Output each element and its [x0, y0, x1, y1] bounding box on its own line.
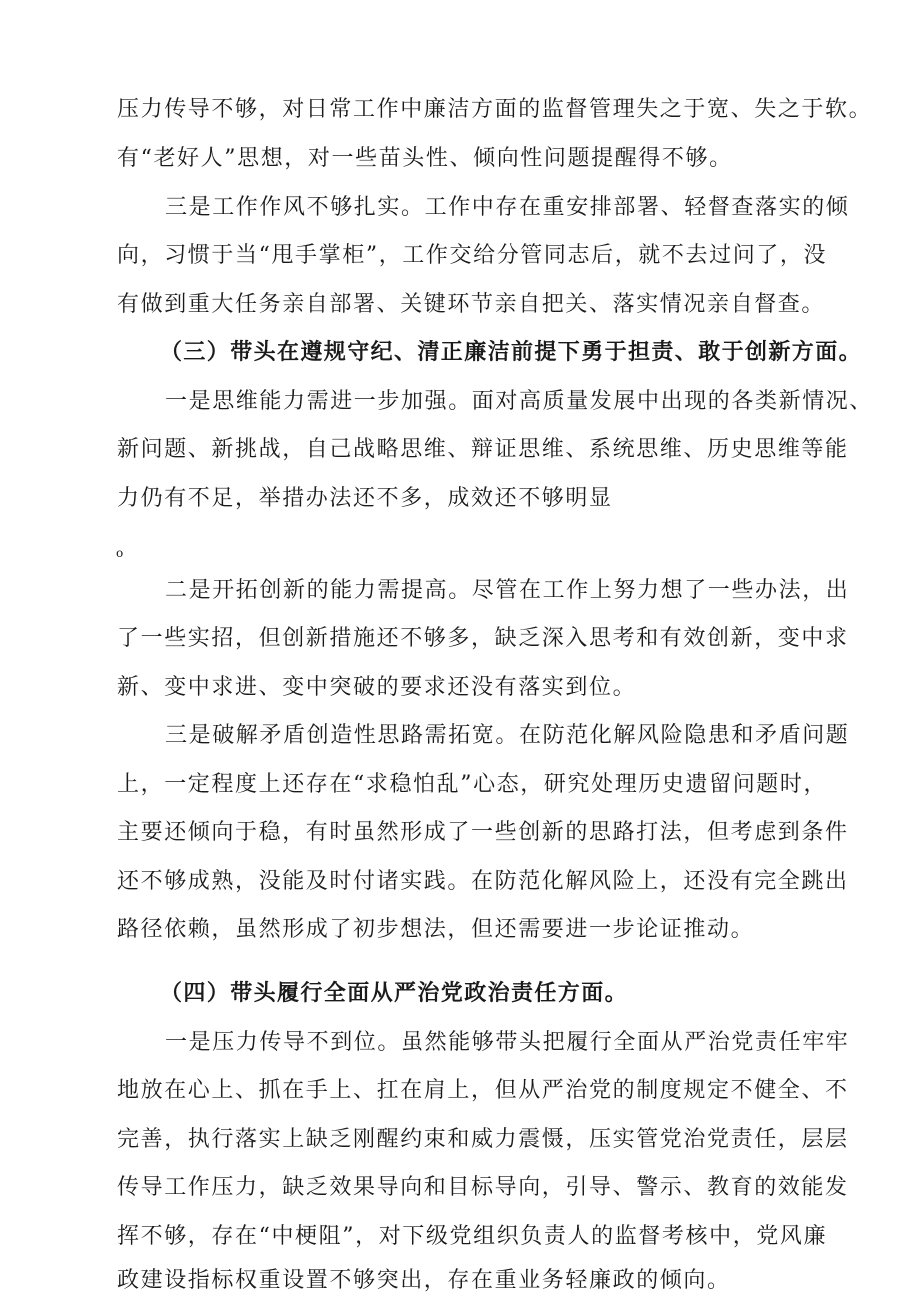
body-text-line: 有做到重大任务亲自部署、关键环节亲自把关、落实情况亲自督查。: [117, 292, 826, 317]
body-text-line: 新问题、新挑战，自己战略思维、辩证思维、系统思维、历史思维等能: [117, 437, 849, 462]
paragraph-first-line: 三是工作作风不够扎实。工作中存在重安排部署、轻督查落实的倾: [165, 195, 850, 220]
body-text-line: 政建设指标权重设置不够突出，存在重业务轻廉政的倾向。: [117, 1268, 731, 1293]
body-text-line: 向，习惯于当“甩手掌柜”，工作交给分管同志后，就不去过问了，没: [117, 243, 828, 268]
section-heading-3: （三）带头在遵规守纪、清正廉洁前提下勇于担责、敢于创新方面。: [160, 340, 863, 365]
paragraph-first-line: 二是开拓创新的能力需提高。尽管在工作上努力想了一些办法，出: [165, 578, 850, 603]
body-text-line: 新、变中求进、变中突破的要求还没有落实到位。: [117, 675, 637, 700]
body-text-line: 传导工作压力，缺乏效果导向和目标导向，引导、警示、教育的效能发: [117, 1175, 849, 1200]
body-text-line: 力仍有不足，举措办法还不多，成效还不够明显: [117, 486, 613, 511]
body-text-line: 上，一定程度上还存在“求稳怕乱”心态，研究处理历史遗留问题时，: [117, 772, 828, 797]
body-text-line: 完善，执行落实上缺乏刚醒约束和威力震慑，压实管党治党责任，层层: [117, 1127, 849, 1152]
body-text-line: 有“老好人”思想，对一些苗头性、倾向性问题提醒得不够。: [117, 146, 733, 171]
body-text-line: 路径依赖，虽然形成了初步想法，但还需要进一步论证推动。: [117, 917, 755, 942]
body-text-line: 还不够成熟，没能及时付诸实践。在防范化解风险上，还没有完全跳出: [117, 869, 849, 894]
section-heading-4: （四）带头履行全面从严治党政治责任方面。: [160, 981, 629, 1006]
stray-period-mark: o: [116, 546, 124, 560]
paragraph-first-line: 三是破解矛盾创造性思路需拓宽。在防范化解风险隐患和矛盾问题: [165, 723, 850, 748]
body-text-line: 压力传导不够，对日常工作中廉洁方面的监督管理失之于宽、失之于软。: [117, 97, 873, 122]
paragraph-first-line: 一是思维能力需进一步加强。面对高质量发展中出现的各类新情况、: [165, 389, 874, 414]
paragraph-first-line: 一是压力传导不到位。虽然能够带头把履行全面从严治党责任牢牢: [165, 1030, 850, 1055]
body-text-line: 主要还倾向于稳，有时虽然形成了一些创新的思路打法，但考虑到条件: [117, 820, 849, 845]
body-text-line: 地放在心上、抓在手上、扛在肩上，但从严治党的制度规定不健全、不: [117, 1078, 849, 1103]
body-text-line: 了一些实招，但创新措施还不够多，缺乏深入思考和有效创新，变中求: [117, 626, 849, 651]
body-text-line: 挥不够，存在“中梗阻”，对下级党组织负责人的监督考核中，党风廉: [117, 1224, 828, 1249]
